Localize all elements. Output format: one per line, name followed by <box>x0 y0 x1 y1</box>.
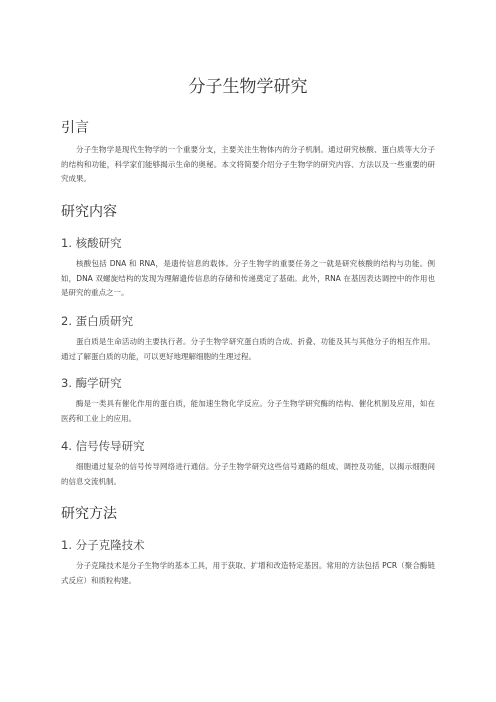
enzyme-paragraph: 酶是一类具有催化作用的蛋白质，能加速生物化学反应。分子生物学研究酶的结构、催化机制及应用，如在医药和工业上的应用。 <box>61 399 435 423</box>
protein-paragraph: 蛋白质是生命活动的主要执行者。分子生物学研究蛋白质的合成、折叠、功能及其与其他分子的相互作用。通过了解蛋白质的功能，可以更好地理解细胞的生理过程。 <box>61 337 435 361</box>
section-heading-intro: 引言 <box>61 120 89 136</box>
subsection-heading-cloning: 1. 分子克隆技术 <box>61 538 145 552</box>
nucleic-acid-paragraph: 核酸包括 DNA 和 RNA，是遗传信息的载体。分子生物学的重要任务之一就是研究核酸的结构与功能。例如，DNA 双螺旋结构的发现为理解遗传信息的存储和传递奠定了基础。此外，RNA 在基因表达调控中的作用也是研究的重点之一。 <box>61 259 435 297</box>
cloning-paragraph: 分子克隆技术是分子生物学的基本工具，用于获取、扩增和改造特定基因。常用的方法包括 PCR（聚合酶链式反应）和质粒构建。 <box>61 561 435 585</box>
subsection-heading-nucleic-acid: 1. 核酸研究 <box>61 236 122 250</box>
document-title: 分子生物学研究 <box>188 77 308 97</box>
subsection-heading-signaling: 4. 信号传导研究 <box>61 439 145 453</box>
intro-paragraph: 分子生物学是现代生物学的一个重要分支，主要关注生物体内的分子机制。通过研究核酸、蛋白质等大分子的结构和功能，科学家们能够揭示生命的奥秘。本文将简要介绍分子生物学的研究内容、方法以及一些重要的研究成果。 <box>61 145 435 183</box>
subsection-heading-enzyme: 3. 酶学研究 <box>61 376 122 390</box>
section-heading-content: 研究内容 <box>61 204 117 220</box>
section-heading-methods: 研究方法 <box>61 506 117 522</box>
signaling-paragraph: 细胞通过复杂的信号传导网络进行通信。分子生物学研究这些信号通路的组成、调控及功能，以揭示细胞间的信息交流机制。 <box>61 462 435 486</box>
subsection-heading-protein: 2. 蛋白质研究 <box>61 314 134 328</box>
